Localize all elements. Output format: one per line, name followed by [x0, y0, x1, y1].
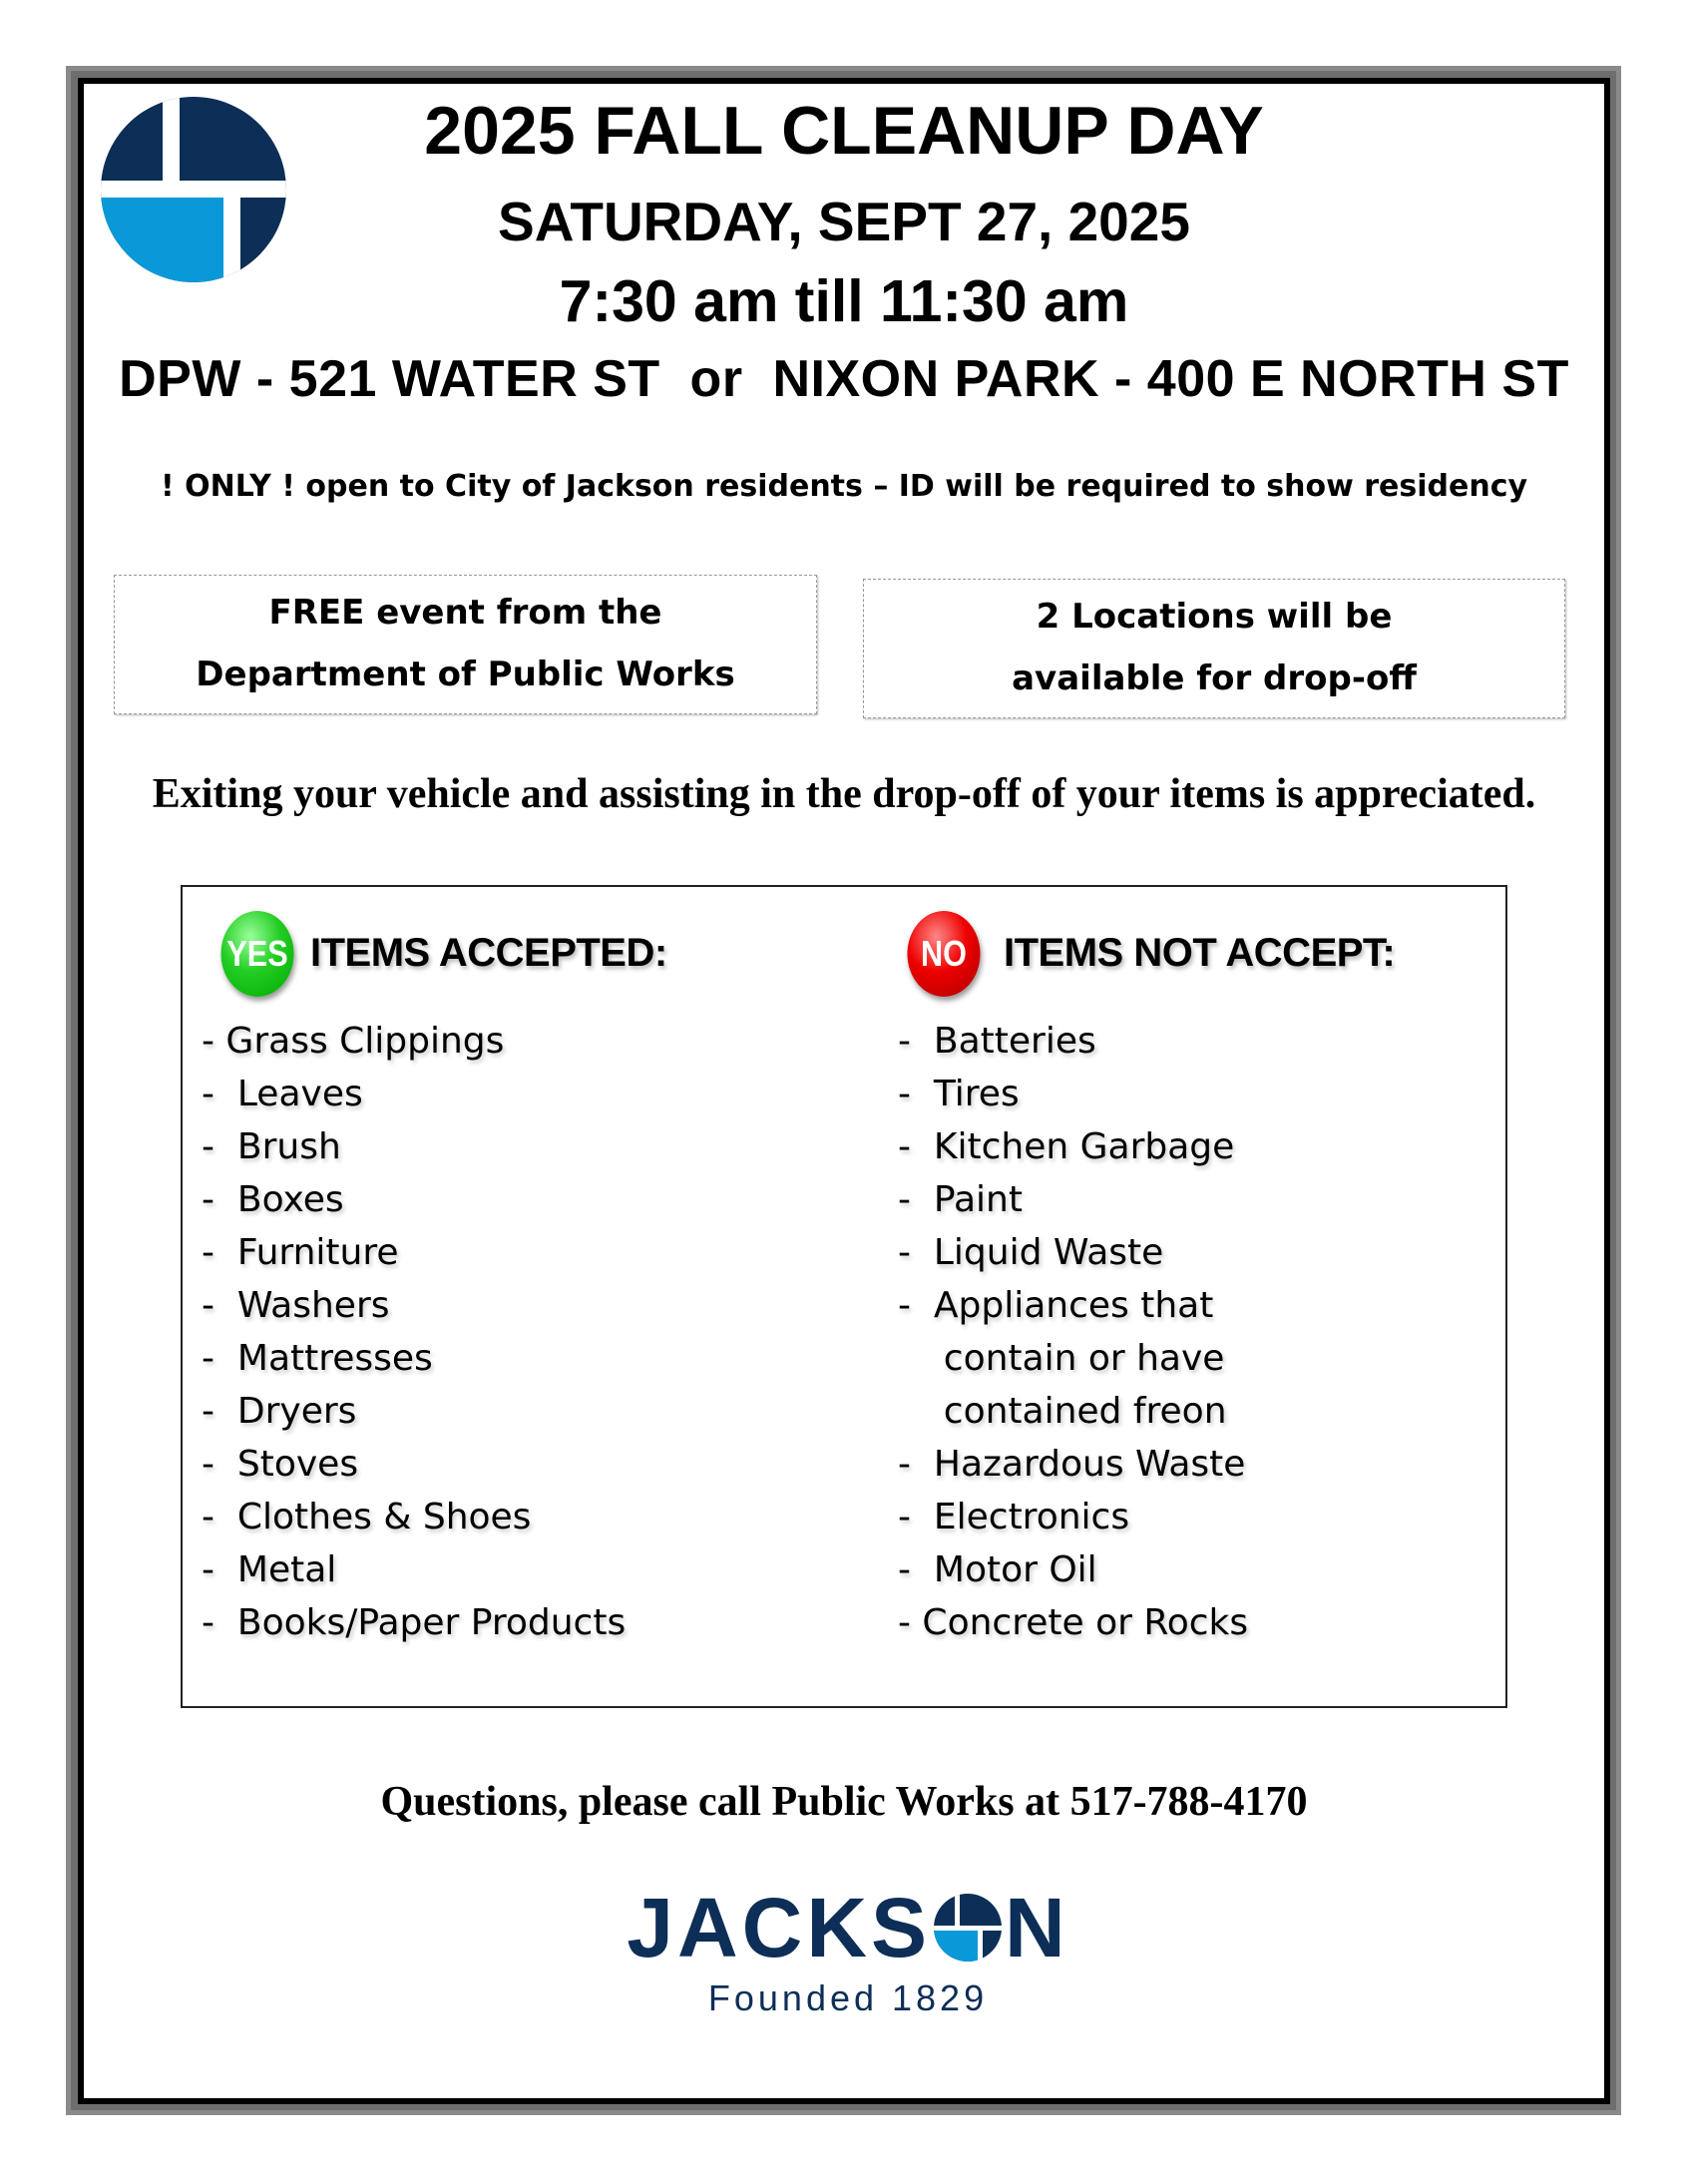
list-item: - Washers: [202, 1285, 390, 1326]
list-item: - Batteries: [898, 1021, 1096, 1062]
logo-word-start: JACKS: [627, 1881, 932, 1974]
yes-badge-icon: YES: [220, 911, 293, 997]
locations-box: [863, 579, 1565, 718]
box-line: 2 Locations will be: [1036, 597, 1393, 637]
list-item: - Mattresses: [202, 1338, 433, 1379]
list-item: - Leaves: [202, 1074, 363, 1114]
list-item: - Stoves: [202, 1444, 359, 1485]
jackson-logo: [619, 1881, 1077, 2019]
assist-note: Exiting your vehicle and assisting in the drop-off of your items is appreciated.: [152, 771, 1536, 817]
event-title: 2025 FALL CLEANUP DAY: [424, 93, 1264, 169]
questions-contact: Questions, please call Public Works at 517-788-4170: [380, 1779, 1308, 1825]
not-accepted-list: [898, 1015, 1248, 1649]
event-locations: DPW - 521 WATER ST or NIXON PARK - 400 E NORTH ST: [119, 350, 1569, 408]
not-accepted-heading: ITEMS NOT ACCEPT:: [1004, 931, 1396, 975]
list-item: - Liquid Waste: [898, 1232, 1164, 1273]
list-item: - Hazardous Waste: [898, 1444, 1246, 1485]
accepted-list: [202, 1015, 626, 1649]
list-item: - Electronics: [898, 1497, 1130, 1537]
list-item: contain or have: [898, 1338, 1225, 1379]
list-item: - Appliances that: [898, 1285, 1214, 1326]
event-time: 7:30 am till 11:30 am: [559, 268, 1129, 334]
accepted-heading: ITEMS ACCEPTED:: [310, 931, 667, 975]
logo-tagline: Founded 1829: [707, 1977, 989, 2018]
list-item: - Tires: [898, 1074, 1020, 1114]
list-item: contained freon: [898, 1391, 1227, 1432]
list-item: - Concrete or Rocks: [898, 1602, 1249, 1643]
list-item: - Grass Clippings: [202, 1021, 505, 1062]
list-item: - Clothes & Shoes: [202, 1497, 532, 1537]
list-item: - Books/Paper Products: [202, 1602, 627, 1643]
list-item: - Metal: [202, 1549, 337, 1590]
free-event-box: [114, 575, 817, 714]
no-badge-icon: NO: [907, 911, 980, 997]
list-item: - Brush: [202, 1126, 341, 1167]
list-item: - Motor Oil: [898, 1549, 1097, 1590]
list-item: - Paint: [898, 1179, 1023, 1220]
box-line: Department of Public Works: [196, 655, 735, 694]
list-item: - Furniture: [202, 1232, 399, 1273]
box-line: FREE event from the: [268, 593, 662, 633]
residency-notice: ! ONLY ! open to City of Jackson residents – ID will be required to show residency: [160, 469, 1528, 504]
list-item: - Dryers: [202, 1391, 357, 1432]
event-date: SATURDAY, SEPT 27, 2025: [498, 191, 1190, 252]
list-item: - Kitchen Garbage: [898, 1126, 1235, 1167]
box-line: available for drop-off: [1012, 658, 1417, 698]
logo-o-circle-icon: [933, 1893, 1003, 1963]
logo-word-end: N: [1005, 1881, 1069, 1974]
list-item: - Boxes: [202, 1179, 344, 1220]
